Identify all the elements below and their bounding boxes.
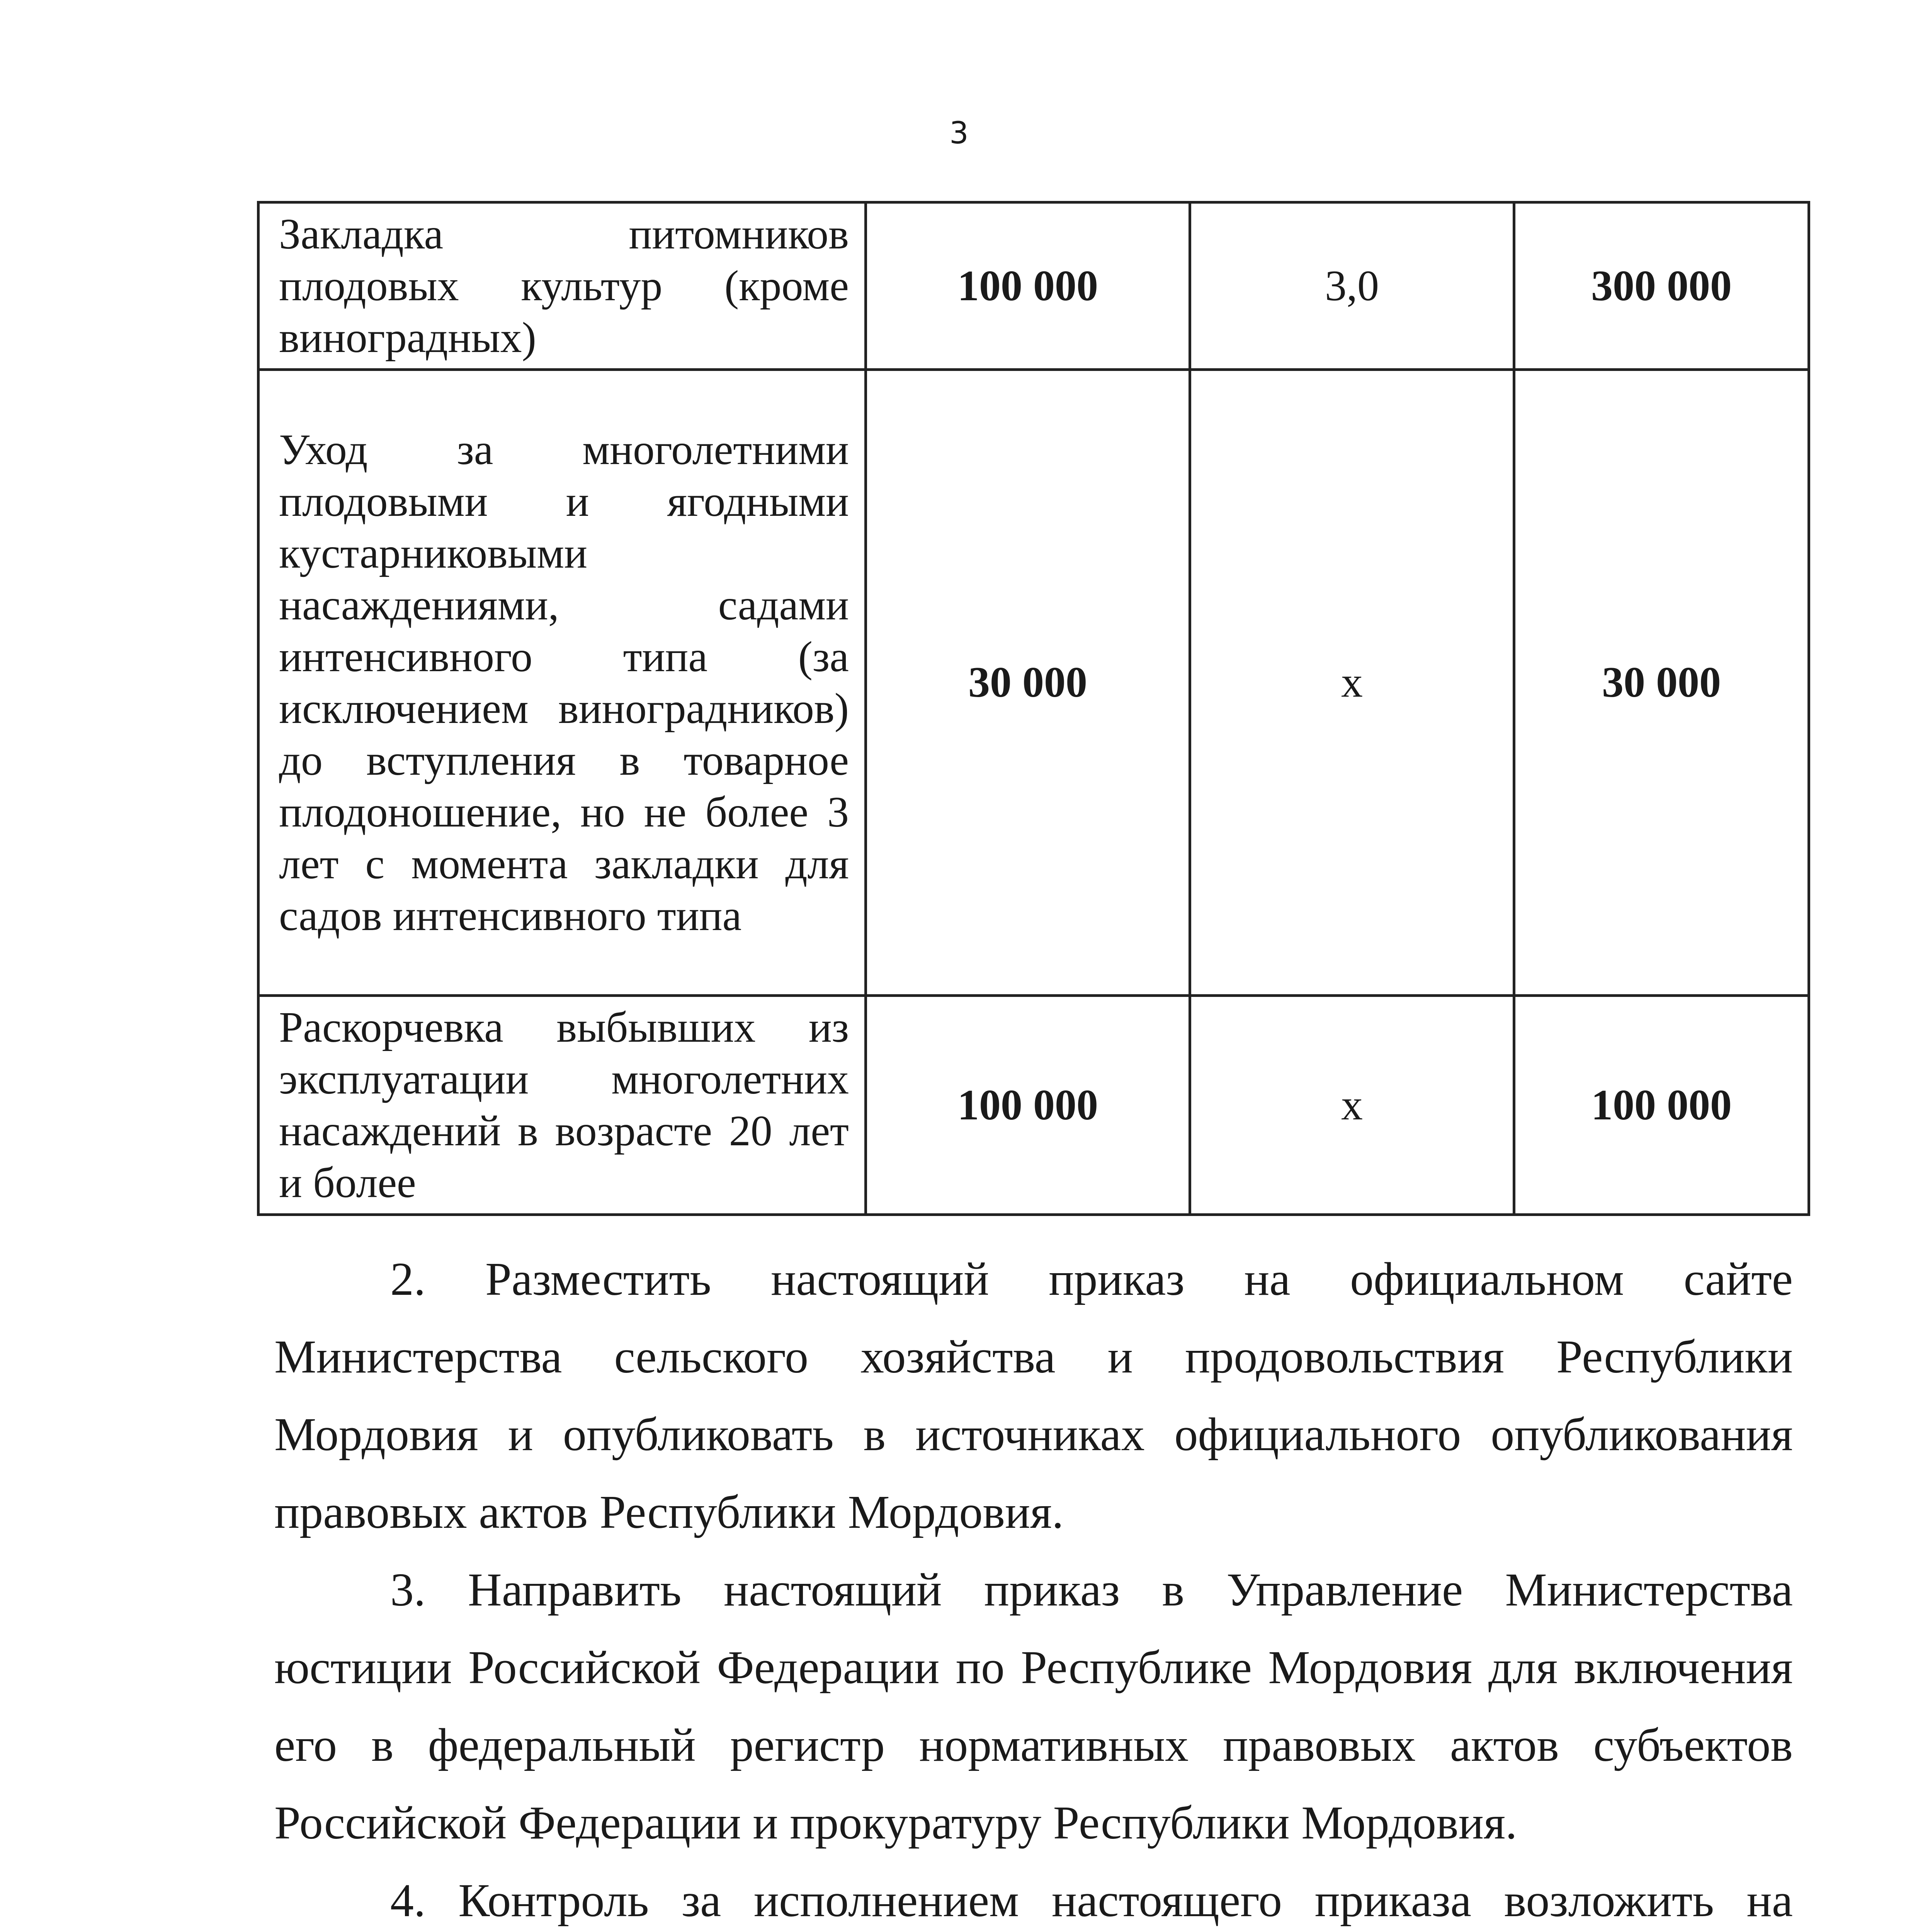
row-name-cell: Уход за многолетними плодовыми и ягодными кустарниковыми насаждениями, садами интенсивного типа (за исключением виноградников) до вступления в товарное плодоношение, но не более 3 лет с момента закладки для садов интенсивного типа	[258, 370, 866, 996]
row-coefficient-cell: х	[1190, 370, 1514, 996]
clause-2: 2. Разместить настоящий приказ на официальном сайте Министерства сельского хозяйства и продовольствия Республики Мордовия и опубликовать в источниках официального опубликования правовых актов Республики Мордовия.	[274, 1253, 1793, 1538]
order-clauses	[274, 1240, 1793, 1932]
row-rate-cell: 100 000	[866, 202, 1190, 370]
clause-3: 3. Направить настоящий приказ в Управление Министерства юстиции Российской Федерации по Республике Мордовия для включения его в федеральный регистр нормативных правовых актов субъектов Российской Федерации и прокуратуру Республики Мордовия.	[274, 1564, 1793, 1849]
subsidy-rates-table	[257, 201, 1810, 1216]
row-rate-cell: 100 000	[866, 996, 1190, 1215]
row-coefficient-cell: х	[1190, 996, 1514, 1215]
table-row	[258, 202, 1809, 370]
row-name-cell: Закладка питомников плодовых культур (кроме виноградных)	[258, 202, 866, 370]
row-name-cell: Раскорчевка выбывших из эксплуатации многолетних насаждений в возрасте 20 лет и более	[258, 996, 866, 1215]
row-amount-cell: 30 000	[1514, 370, 1809, 996]
row-coefficient-cell: 3,0	[1190, 202, 1514, 370]
clause-4: 4. Контроль за исполнением настоящего приказа возложить на	[390, 1874, 1793, 1927]
page-number: 3	[949, 116, 969, 151]
row-amount-cell: 100 000	[1514, 996, 1809, 1215]
table-row	[258, 996, 1809, 1215]
row-amount-cell: 300 000	[1514, 202, 1809, 370]
row-rate-cell: 30 000	[866, 370, 1190, 996]
table-row	[258, 370, 1809, 996]
